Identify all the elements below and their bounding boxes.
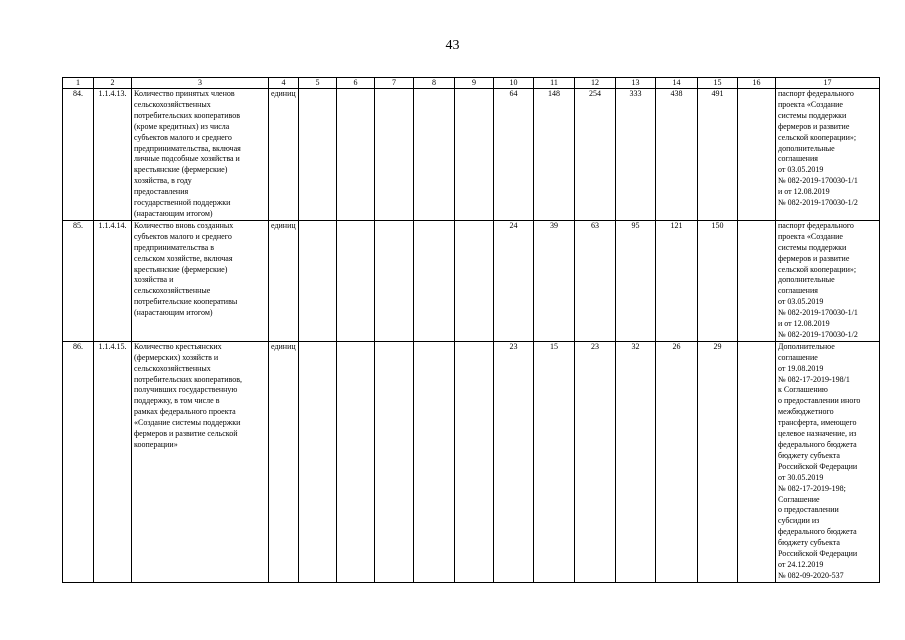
unit-of-measure: единиц bbox=[269, 341, 299, 582]
column-header-3: 3 bbox=[132, 78, 269, 89]
value-cell-col-11: 15 bbox=[534, 341, 575, 582]
source-document-line: № 082-17-2019-198; bbox=[778, 483, 846, 493]
value-cell-col-13: 333 bbox=[616, 89, 656, 221]
column-header-9: 9 bbox=[455, 78, 494, 89]
value-cell-col-9 bbox=[455, 220, 494, 341]
indicator-name-line: крестьянские (фермерские) bbox=[134, 165, 228, 175]
row-number: 86. bbox=[63, 341, 94, 582]
value-cell-col-14: 438 bbox=[656, 89, 698, 221]
value-cell-col-12: 23 bbox=[575, 341, 616, 582]
value-cell-col-14: 26 bbox=[656, 341, 698, 582]
value-cell-col-6 bbox=[337, 341, 375, 582]
source-document-line: соглашения bbox=[778, 286, 818, 296]
value-cell-col-16 bbox=[738, 341, 776, 582]
source-document-line: соглашение bbox=[778, 352, 818, 362]
source-document-line: проекта «Создание bbox=[778, 99, 843, 109]
value-cell-col-9 bbox=[455, 341, 494, 582]
value-cell-col-7 bbox=[375, 89, 414, 221]
indicator-name-line: получивших государственную bbox=[134, 385, 238, 395]
column-header-2: 2 bbox=[94, 78, 132, 89]
source-document-line: № 082-2019-170030-1/2 bbox=[778, 198, 858, 208]
indicator-name bbox=[132, 89, 269, 221]
indicator-name-line: сельском хозяйстве, включая bbox=[134, 253, 233, 263]
value-cell-col-8 bbox=[414, 89, 455, 221]
value-cell-col-11: 39 bbox=[534, 220, 575, 341]
source-document-line: сельской кооперации»; bbox=[778, 132, 857, 142]
source-document-line: трансферта, имеющего bbox=[778, 418, 857, 428]
source-document-line: от 03.05.2019 bbox=[778, 165, 824, 175]
value-cell-col-9 bbox=[455, 89, 494, 221]
source-document-line: бюджету субъекта bbox=[778, 450, 840, 460]
indicator-name-line: Количество вновь созданных bbox=[134, 220, 234, 230]
indicator-name-line: предпринимательства в bbox=[134, 242, 215, 252]
indicator-name-line: хозяйства и bbox=[134, 275, 174, 285]
source-document-line: фермеров и развитие bbox=[778, 121, 850, 131]
unit-of-measure: единиц bbox=[269, 89, 299, 221]
indicator-name-line: (фермерских) хозяйств и bbox=[134, 352, 219, 362]
source-document-line: от 30.05.2019 bbox=[778, 472, 824, 482]
indicator-name-line: хозяйства, в году bbox=[134, 176, 192, 186]
source-document-line: системы поддержки bbox=[778, 242, 847, 252]
indicator-name-line: предпринимательства, включая bbox=[134, 143, 241, 153]
indicator-name-line: крестьянские (фермерские) bbox=[134, 264, 228, 274]
column-header-4: 4 bbox=[269, 78, 299, 89]
value-cell-col-7 bbox=[375, 220, 414, 341]
indicator-name-line: субъектов малого и среднего bbox=[134, 231, 232, 241]
source-document-line: № 082-2019-170030-1/1 bbox=[778, 176, 858, 186]
indicator-name-line: «Создание системы поддержки bbox=[134, 418, 241, 428]
value-cell-col-5 bbox=[299, 341, 337, 582]
column-header-16: 16 bbox=[738, 78, 776, 89]
value-cell-col-8 bbox=[414, 341, 455, 582]
column-header-1: 1 bbox=[63, 78, 94, 89]
indicator-name-line: сельскохозяйственных bbox=[134, 363, 211, 373]
source-document-line: соглашения bbox=[778, 154, 818, 164]
indicator-name-line: поддержку, в том числе в bbox=[134, 396, 220, 406]
source-document-line: проекта «Создание bbox=[778, 231, 843, 241]
source-document-line: Российской Федерации bbox=[778, 549, 858, 559]
value-cell-col-16 bbox=[738, 89, 776, 221]
indicator-code: 1.1.4.14. bbox=[94, 220, 132, 341]
indicator-name-line: Количество принятых членов bbox=[134, 89, 235, 98]
source-document-line: субсидии из bbox=[778, 516, 820, 526]
value-cell-col-5 bbox=[299, 220, 337, 341]
indicator-name-line: сельскохозяйственных bbox=[134, 99, 211, 109]
table-row bbox=[63, 220, 880, 341]
indicator-name-line: потребительских кооперативов bbox=[134, 110, 241, 120]
source-document-line: к Соглашению bbox=[778, 385, 828, 395]
source-document-line: о предоставлении bbox=[778, 505, 839, 515]
source-document-line: бюджету субъекта bbox=[778, 538, 840, 548]
source-document bbox=[776, 341, 880, 582]
indicator-code: 1.1.4.13. bbox=[94, 89, 132, 221]
page-number: 43 bbox=[445, 38, 460, 53]
value-cell-col-15: 150 bbox=[698, 220, 738, 341]
indicator-code: 1.1.4.15. bbox=[94, 341, 132, 582]
value-cell-col-8 bbox=[414, 220, 455, 341]
source-document-line: и от 12.08.2019 bbox=[778, 187, 830, 197]
indicator-name-line: фермеров и развитие сельской bbox=[134, 429, 238, 439]
source-document bbox=[776, 220, 880, 341]
column-header-10: 10 bbox=[494, 78, 534, 89]
value-cell-col-7 bbox=[375, 341, 414, 582]
source-document-line: № 082-2019-170030-1/1 bbox=[778, 308, 858, 318]
unit-of-measure: единиц bbox=[269, 220, 299, 341]
source-document-line: и от 12.08.2019 bbox=[778, 319, 830, 329]
value-cell-col-12: 63 bbox=[575, 220, 616, 341]
source-document-line: паспорт федерального bbox=[778, 89, 854, 98]
source-document-line: дополнительные bbox=[778, 275, 835, 285]
value-cell-col-15: 491 bbox=[698, 89, 738, 221]
indicator-name-line: рамках федерального проекта bbox=[134, 407, 236, 417]
column-header-14: 14 bbox=[656, 78, 698, 89]
source-document-line: Дополнительное bbox=[778, 341, 835, 351]
source-document-line: системы поддержки bbox=[778, 110, 847, 120]
column-header-15: 15 bbox=[698, 78, 738, 89]
value-cell-col-10: 24 bbox=[494, 220, 534, 341]
indicators-table bbox=[62, 77, 880, 583]
indicator-name-line: (кроме кредитных) из числа bbox=[134, 121, 230, 131]
column-header-17: 17 bbox=[776, 78, 880, 89]
column-header-6: 6 bbox=[337, 78, 375, 89]
source-document-line: Соглашение bbox=[778, 494, 820, 504]
value-cell-col-5 bbox=[299, 89, 337, 221]
indicator-name bbox=[132, 220, 269, 341]
source-document-line: фермеров и развитие bbox=[778, 253, 850, 263]
table-row bbox=[63, 89, 880, 221]
source-document-line: от 19.08.2019 bbox=[778, 363, 824, 373]
column-header-11: 11 bbox=[534, 78, 575, 89]
column-header-8: 8 bbox=[414, 78, 455, 89]
indicator-name-line: потребительских кооперативов, bbox=[134, 374, 243, 384]
column-header-13: 13 bbox=[616, 78, 656, 89]
source-document-line: от 24.12.2019 bbox=[778, 559, 824, 569]
source-document-line: паспорт федерального bbox=[778, 220, 854, 230]
indicator-name-line: (нарастающим итогом) bbox=[134, 308, 213, 318]
source-document-line: целевое назначение, из bbox=[778, 429, 857, 439]
value-cell-col-6 bbox=[337, 89, 375, 221]
indicator-name bbox=[132, 341, 269, 582]
value-cell-col-12: 254 bbox=[575, 89, 616, 221]
source-document-line: Российской Федерации bbox=[778, 461, 858, 471]
source-document bbox=[776, 89, 880, 221]
value-cell-col-6 bbox=[337, 220, 375, 341]
header-row bbox=[63, 78, 880, 89]
indicator-name-line: государственной поддержки bbox=[134, 198, 231, 208]
source-document-line: № 082-17-2019-198/1 bbox=[778, 374, 850, 384]
value-cell-col-13: 32 bbox=[616, 341, 656, 582]
value-cell-col-15: 29 bbox=[698, 341, 738, 582]
value-cell-col-14: 121 bbox=[656, 220, 698, 341]
source-document-line: от 03.05.2019 bbox=[778, 297, 824, 307]
indicator-name-line: кооперации» bbox=[134, 440, 178, 449]
source-document-line: № 082-2019-170030-1/2 bbox=[778, 329, 858, 339]
indicator-name-line: потребительские кооперативы bbox=[134, 297, 238, 307]
column-header-7: 7 bbox=[375, 78, 414, 89]
indicator-name-line: Количество крестьянских bbox=[134, 341, 222, 351]
value-cell-col-10: 64 bbox=[494, 89, 534, 221]
column-header-12: 12 bbox=[575, 78, 616, 89]
value-cell-col-13: 95 bbox=[616, 220, 656, 341]
row-number: 84. bbox=[63, 89, 94, 221]
source-document-line: федерального бюджета bbox=[778, 440, 857, 449]
source-document-line: о предоставлении иного bbox=[778, 396, 861, 406]
source-document-line: дополнительные bbox=[778, 143, 835, 153]
indicator-name-line: сельскохозяйственные bbox=[134, 286, 211, 296]
source-document-line: межбюджетного bbox=[778, 407, 834, 417]
table-row bbox=[63, 341, 880, 582]
source-document-line: федерального бюджета bbox=[778, 527, 857, 537]
value-cell-col-16 bbox=[738, 220, 776, 341]
value-cell-col-10: 23 bbox=[494, 341, 534, 582]
row-number: 85. bbox=[63, 220, 94, 341]
indicator-name-line: личные подсобные хозяйства и bbox=[134, 154, 240, 164]
indicator-name-line: (нарастающим итогом) bbox=[134, 208, 213, 218]
source-document-line: № 082-09-2020-537 bbox=[778, 570, 844, 580]
indicator-name-line: предоставления bbox=[134, 187, 189, 197]
indicator-name-line: субъектов малого и среднего bbox=[134, 132, 232, 142]
source-document-line: сельской кооперации»; bbox=[778, 264, 857, 274]
column-header-5: 5 bbox=[299, 78, 337, 89]
value-cell-col-11: 148 bbox=[534, 89, 575, 221]
